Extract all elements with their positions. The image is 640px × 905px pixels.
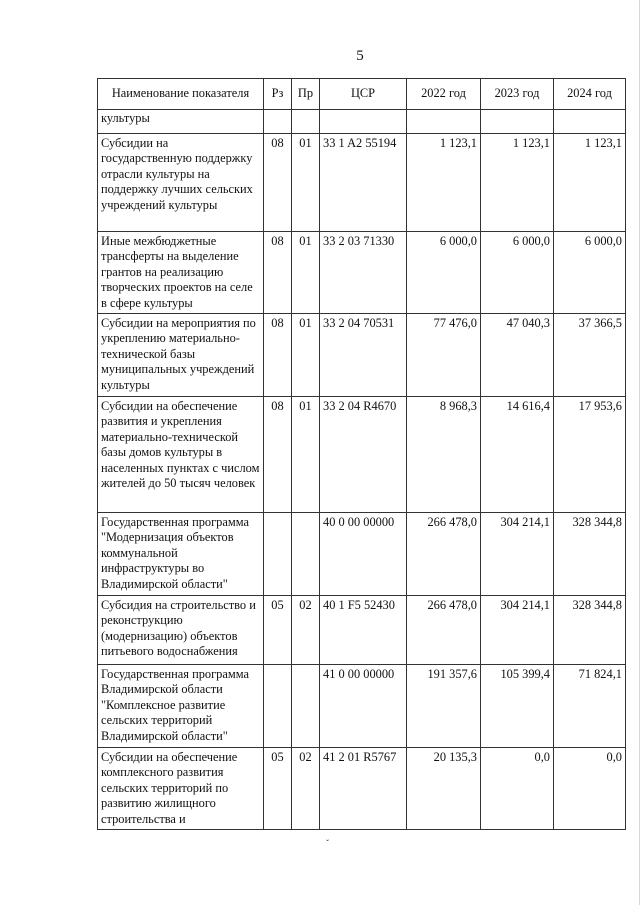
cell-name: Субсидия на строительство и реконструкцию (модернизацию) объектов питьевого водоснабжения [98,596,264,665]
cell-pr: 01 [292,134,320,232]
cell-rz: 08 [264,397,292,513]
cell-name: Иные межбюджетные трансферты на выделение грантов на реализацию творческих проектов на селе в сфере культуры [98,232,264,314]
cell-csr: 33 2 04 70531 [320,314,407,397]
cell-2023: 6 000,0 [481,232,554,314]
cell-pr [292,665,320,748]
cell-2022: 266 478,0 [407,513,481,596]
cell-pr: 02 [292,596,320,665]
header-csr: ЦСР [320,79,407,110]
cell-csr: 40 1 F5 52430 [320,596,407,665]
cell-name: Государственная программа Владимирской области "Комплексное развитие сельских территорий Владимирской области" [98,665,264,748]
cell-rz [264,110,292,134]
cell-2024: 37 366,5 [554,314,626,397]
scan-speck: ˇ [326,838,329,848]
table-row [98,397,626,513]
cell-2023: 304 214,1 [481,513,554,596]
cell-2024: 17 953,6 [554,397,626,513]
cell-2024: 328 344,8 [554,513,626,596]
cell-2022: 8 968,3 [407,397,481,513]
cell-name: Субсидии на мероприятия по укреплению материально-технической базы муниципальных учреждений культуры [98,314,264,397]
header-rz: Рз [264,79,292,110]
budget-table [97,78,626,830]
cell-name: культуры [98,110,264,134]
cell-2024 [554,110,626,134]
cell-name: Субсидии на обеспечение комплексного развития сельских территорий по развитию жилищного строительства и [98,748,264,830]
table-row [98,110,626,134]
page-number: 5 [356,48,364,64]
table-row [98,134,626,232]
table-row [98,665,626,748]
cell-2023: 304 214,1 [481,596,554,665]
cell-2022: 77 476,0 [407,314,481,397]
cell-2022: 6 000,0 [407,232,481,314]
cell-2022: 266 478,0 [407,596,481,665]
cell-csr [320,110,407,134]
cell-csr: 33 2 03 71330 [320,232,407,314]
cell-2024: 0,0 [554,748,626,830]
cell-rz [264,665,292,748]
header-pr: Пр [292,79,320,110]
cell-rz: 05 [264,748,292,830]
cell-pr: 01 [292,232,320,314]
cell-rz: 08 [264,134,292,232]
cell-2023: 1 123,1 [481,134,554,232]
cell-rz: 05 [264,596,292,665]
table-row [98,748,626,830]
cell-2024: 1 123,1 [554,134,626,232]
table-row [98,513,626,596]
cell-name: Государственная программа "Модернизация объектов коммунальной инфраструктуры во Владимирской области" [98,513,264,596]
header-2024: 2024 год [554,79,626,110]
cell-rz: 08 [264,232,292,314]
cell-csr: 40 0 00 00000 [320,513,407,596]
cell-pr: 02 [292,748,320,830]
cell-pr [292,110,320,134]
cell-pr: 01 [292,314,320,397]
header-name: Наименование показателя [98,79,264,110]
cell-2023: 105 399,4 [481,665,554,748]
cell-2023: 14 616,4 [481,397,554,513]
header-2022: 2022 год [407,79,481,110]
cell-pr: 01 [292,397,320,513]
cell-rz [264,513,292,596]
cell-csr: 33 2 04 R4670 [320,397,407,513]
cell-2022 [407,110,481,134]
table-header-row [98,79,626,110]
header-2023: 2023 год [481,79,554,110]
cell-rz: 08 [264,314,292,397]
cell-csr: 41 0 00 00000 [320,665,407,748]
cell-2023: 0,0 [481,748,554,830]
table-row [98,314,626,397]
table-row [98,232,626,314]
cell-2024: 71 824,1 [554,665,626,748]
cell-2023 [481,110,554,134]
cell-csr: 41 2 01 R5767 [320,748,407,830]
cell-name: Субсидии на обеспечение развития и укрепления материально-технической базы домов культуры в населенных пунктах с числом жителей до 50 тысяч человек [98,397,264,513]
table-row [98,596,626,665]
cell-name: Субсидии на государственную поддержку отрасли культуры на поддержку лучших сельских учреждений культуры [98,134,264,232]
cell-2022: 1 123,1 [407,134,481,232]
cell-2024: 6 000,0 [554,232,626,314]
cell-2023: 47 040,3 [481,314,554,397]
cell-csr: 33 1 A2 55194 [320,134,407,232]
cell-2024: 328 344,8 [554,596,626,665]
cell-2022: 191 357,6 [407,665,481,748]
cell-pr [292,513,320,596]
cell-2022: 20 135,3 [407,748,481,830]
